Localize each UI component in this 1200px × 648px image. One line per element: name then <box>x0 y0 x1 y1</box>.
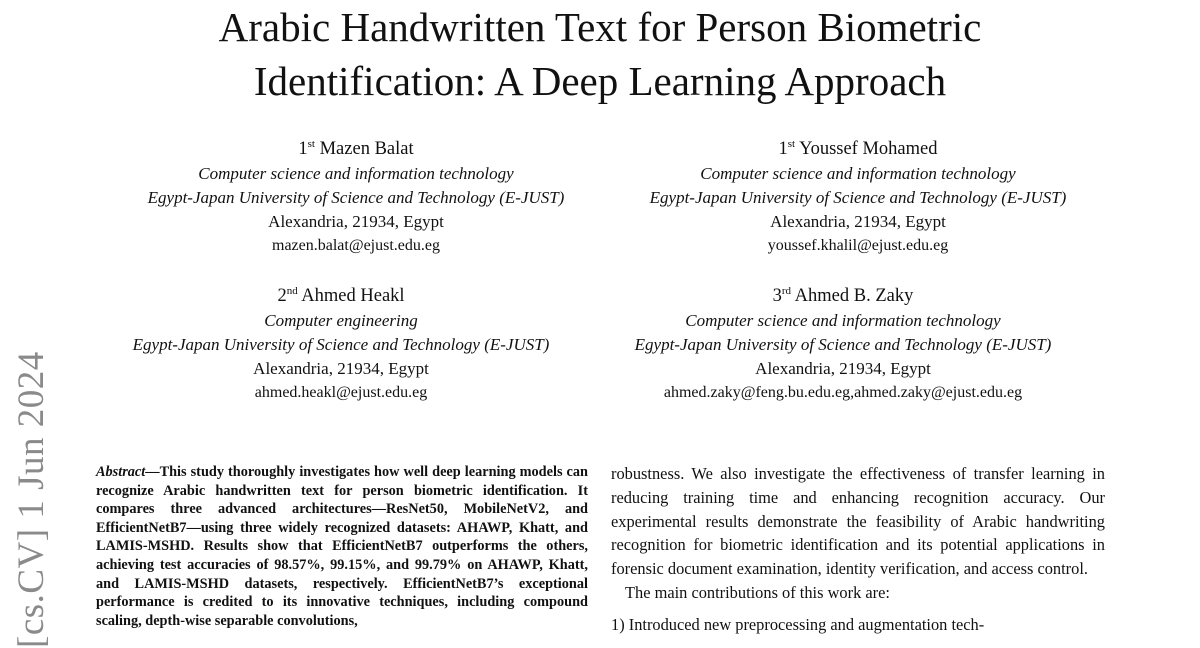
author-ordinal: 2 <box>277 286 287 306</box>
author-ordinal-sup: st <box>307 138 315 150</box>
abstract-paragraph <box>96 463 588 630</box>
abstract <box>96 463 588 630</box>
author-email: mazen.balat@ejust.edu.eg <box>272 237 440 254</box>
body-paragraph: robustness. We also investigate the effectiveness of transfer learning in reducing training time and enhancing recognition accuracy. Our experimental results demonstrate the feasibility of Arabic handwriting recognition for biometric identification and its potential applications in forensic document examination, identity verification, and access control. <box>611 464 1105 579</box>
author-block-4 <box>583 279 1103 405</box>
author-name: Youssef Mohamed <box>799 139 938 159</box>
author-name-line <box>598 132 1118 162</box>
author-department: Computer science and information technology <box>198 164 514 183</box>
author-city: Alexandria, 21934, Egypt <box>268 212 444 231</box>
author-block-2 <box>598 132 1118 258</box>
author-email: ahmed.heakl@ejust.edu.eg <box>254 384 428 401</box>
author-name-line <box>583 279 1103 309</box>
author-email: ahmed.zaky@feng.bu.edu.eg,ahmed.zaky@ejust.edu.eg <box>663 384 1023 401</box>
author-university: Egypt-Japan University of Science and Technology (E-JUST) <box>634 335 1052 354</box>
author-ordinal: 1 <box>778 139 788 159</box>
author-name-line <box>96 132 616 162</box>
title-line-1: Arabic Handwritten Text for Person Biometric <box>218 4 982 50</box>
title-line-2: Identification: A Deep Learning Approach <box>253 58 947 104</box>
contributions-intro: The main contributions of this work are: <box>625 582 890 602</box>
author-ordinal-sup: nd <box>286 285 298 297</box>
author-department: Computer science and information technology <box>685 311 1001 330</box>
author-name: Mazen Balat <box>319 139 414 159</box>
abstract-label: Abstract <box>96 464 146 480</box>
author-department: Computer engineering <box>264 311 418 330</box>
author-ordinal: 3 <box>772 286 782 306</box>
author-name: Ahmed Heakl <box>301 286 405 306</box>
abstract-dash: — <box>145 464 160 480</box>
paper-title <box>0 0 1200 108</box>
abstract-text: This study thoroughly investigates how well deep learning models can recognize Arabic handwritten text for person biometric identification. It compares three advanced architectures—ResNet50, MobileNetV2, and EfficientNetB7—using three widely recognized datasets: AHAWP, Khatt, and LAMIS-MSHD. Results show that EfficientNetB7 outperforms the others, achieving test accuracies of 98.57%, 99.15%, and 99.79% on AHAWP, Khatt, and LAMIS-MSHD datasets, respectively. EfficientNetB7’s exceptional performance is credited to its innovative techniques, including compound scaling, depth-wise separable convolutions, <box>96 464 588 629</box>
author-email: youssef.khalil@ejust.edu.eg <box>767 237 949 254</box>
author-ordinal: 1 <box>298 139 308 159</box>
author-university: Egypt-Japan University of Science and Technology (E-JUST) <box>132 335 550 354</box>
arxiv-side-stamp: [cs.CV] 1 Jun 2024 <box>11 351 52 648</box>
right-column-text <box>611 462 1105 637</box>
author-name: Ahmed B. Zaky <box>794 286 914 306</box>
author-city: Alexandria, 21934, Egypt <box>755 359 931 378</box>
author-block-1 <box>96 132 616 258</box>
author-block-3 <box>81 279 601 405</box>
author-ordinal-sup: st <box>787 138 796 150</box>
author-university: Egypt-Japan University of Science and Technology (E-JUST) <box>147 188 565 207</box>
author-city: Alexandria, 21934, Egypt <box>770 212 946 231</box>
author-ordinal-sup: rd <box>781 285 792 297</box>
author-name-line <box>81 279 601 309</box>
contribution-list-item: 1) Introduced new preprocessing and augmentation tech- <box>611 614 985 634</box>
author-university: Egypt-Japan University of Science and Technology (E-JUST) <box>649 188 1067 207</box>
author-department: Computer science and information technology <box>700 164 1016 183</box>
author-city: Alexandria, 21934, Egypt <box>253 359 429 378</box>
